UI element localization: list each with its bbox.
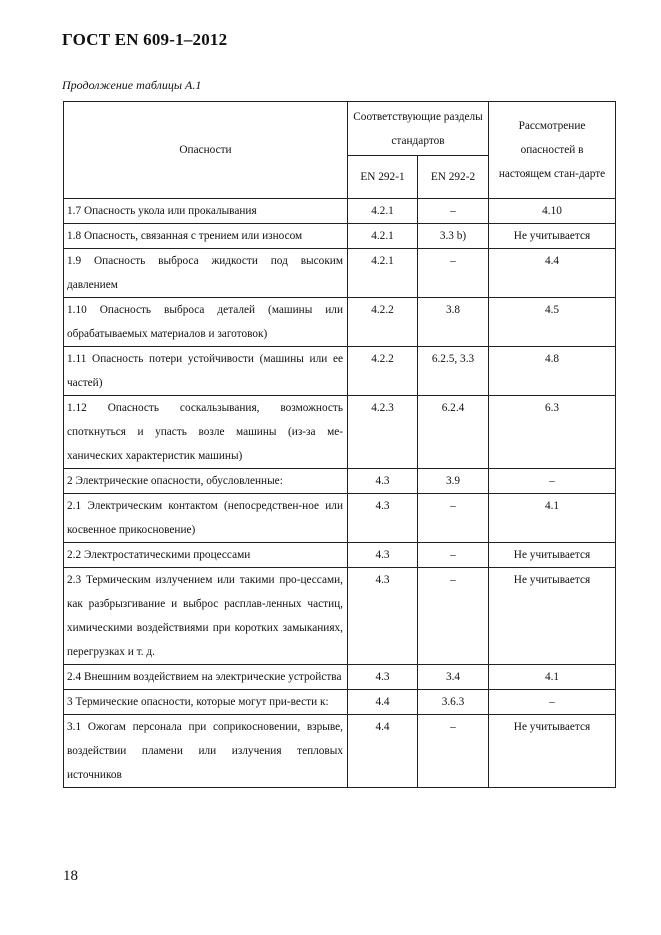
hazard-cell: 2.2 Электростатическими процессами [64,543,348,568]
hazard-cell: 1.11 Опасность потери устойчивости (машины или ее частей) [64,347,348,396]
table-header-row [64,102,616,156]
hazard-cell: 2.4 Внешним воздействием на электрические устройства [64,665,348,690]
en-292-1-cell: 4.3 [348,568,418,665]
hazard-cell: 1.7 Опасность укола или прокалывания [64,199,348,224]
en-292-2-cell: 6.2.5, 3.3 [418,347,489,396]
table-row [64,224,616,249]
table-row [64,347,616,396]
header-en-292-1: EN 292-1 [348,156,418,199]
document-header: ГОСТ EN 609-1–2012 [62,30,228,49]
table-row [64,249,616,298]
hazard-cell: 2.1 Электрическим контактом (непосредствен-ное или косвенное прикосновение) [64,494,348,543]
hazard-cell: 2.3 Термическим излучением или такими про-цессами, как разбрызгивание и выброс расплав-ленных частиц, химическими воздействиями при коротких замыканиях, перегрузках и т. д. [64,568,348,665]
en-292-2-cell: – [418,249,489,298]
table-row [64,665,616,690]
en-292-1-cell: 4.3 [348,543,418,568]
en-292-2-cell: 3.6.3 [418,690,489,715]
en-292-1-cell: 4.2.1 [348,199,418,224]
en-292-1-cell: 4.2.1 [348,249,418,298]
en-292-1-cell: 4.2.2 [348,298,418,347]
hazards-table [63,101,616,788]
header-en-292-2: EN 292-2 [418,156,489,199]
table-row [64,568,616,665]
hazard-cell: 1.10 Опасность выброса деталей (машины или обрабатываемых материалов и заготовок) [64,298,348,347]
table-row [64,690,616,715]
table-row [64,199,616,224]
en-292-2-cell: 3.8 [418,298,489,347]
table-caption: Продолжение таблицы А.1 [62,78,202,92]
consideration-cell: 4.1 [489,665,616,690]
en-292-2-cell: 3.9 [418,469,489,494]
table-row [64,469,616,494]
consideration-cell: – [489,690,616,715]
hazard-cell: 1.12 Опасность соскальзывания, возможность споткнуться и упасть возле машины (из-за ме-ханических характеристик машины) [64,396,348,469]
consideration-cell: – [489,469,616,494]
table-row [64,494,616,543]
hazard-cell: 3.1 Ожогам персонала при соприкосновении, взрыве, воздействии пламени или излучения тепловых источников [64,715,348,788]
en-292-1-cell: 4.2.1 [348,224,418,249]
consideration-cell: Не учитывается [489,715,616,788]
table-body [64,199,616,788]
en-292-2-cell: – [418,568,489,665]
en-292-1-cell: 4.2.3 [348,396,418,469]
header-consideration: Рассмотрение опасностей в настоящем стан-дарте [489,102,616,199]
en-292-1-cell: 4.3 [348,469,418,494]
header-hazards: Опасности [64,102,348,199]
en-292-2-cell: 3.4 [418,665,489,690]
en-292-1-cell: 4.2.2 [348,347,418,396]
table-row [64,715,616,788]
en-292-1-cell: 4.4 [348,715,418,788]
consideration-cell: 4.8 [489,347,616,396]
en-292-2-cell: 3.3 b) [418,224,489,249]
hazard-cell: 1.8 Опасность, связанная с трением или износом [64,224,348,249]
hazard-cell: 1.9 Опасность выброса жидкости под высоким давлением [64,249,348,298]
consideration-cell: Не учитывается [489,568,616,665]
table-row [64,543,616,568]
en-292-2-cell: – [418,199,489,224]
en-292-1-cell: 4.3 [348,665,418,690]
table-row [64,396,616,469]
consideration-cell: 4.10 [489,199,616,224]
consideration-cell: 4.4 [489,249,616,298]
header-sections: Соответствующие разделы стандартов [348,102,489,156]
consideration-cell: 4.5 [489,298,616,347]
consideration-cell: 4.1 [489,494,616,543]
en-292-1-cell: 4.3 [348,494,418,543]
table-row [64,298,616,347]
page-number: 18 [63,868,78,884]
en-292-2-cell: – [418,494,489,543]
consideration-cell: 6.3 [489,396,616,469]
consideration-cell: Не учитывается [489,224,616,249]
en-292-1-cell: 4.4 [348,690,418,715]
en-292-2-cell: – [418,715,489,788]
consideration-cell: Не учитывается [489,543,616,568]
hazard-cell: 2 Электрические опасности, обусловленные: [64,469,348,494]
en-292-2-cell: – [418,543,489,568]
hazard-cell: 3 Термические опасности, которые могут при-вести к: [64,690,348,715]
en-292-2-cell: 6.2.4 [418,396,489,469]
